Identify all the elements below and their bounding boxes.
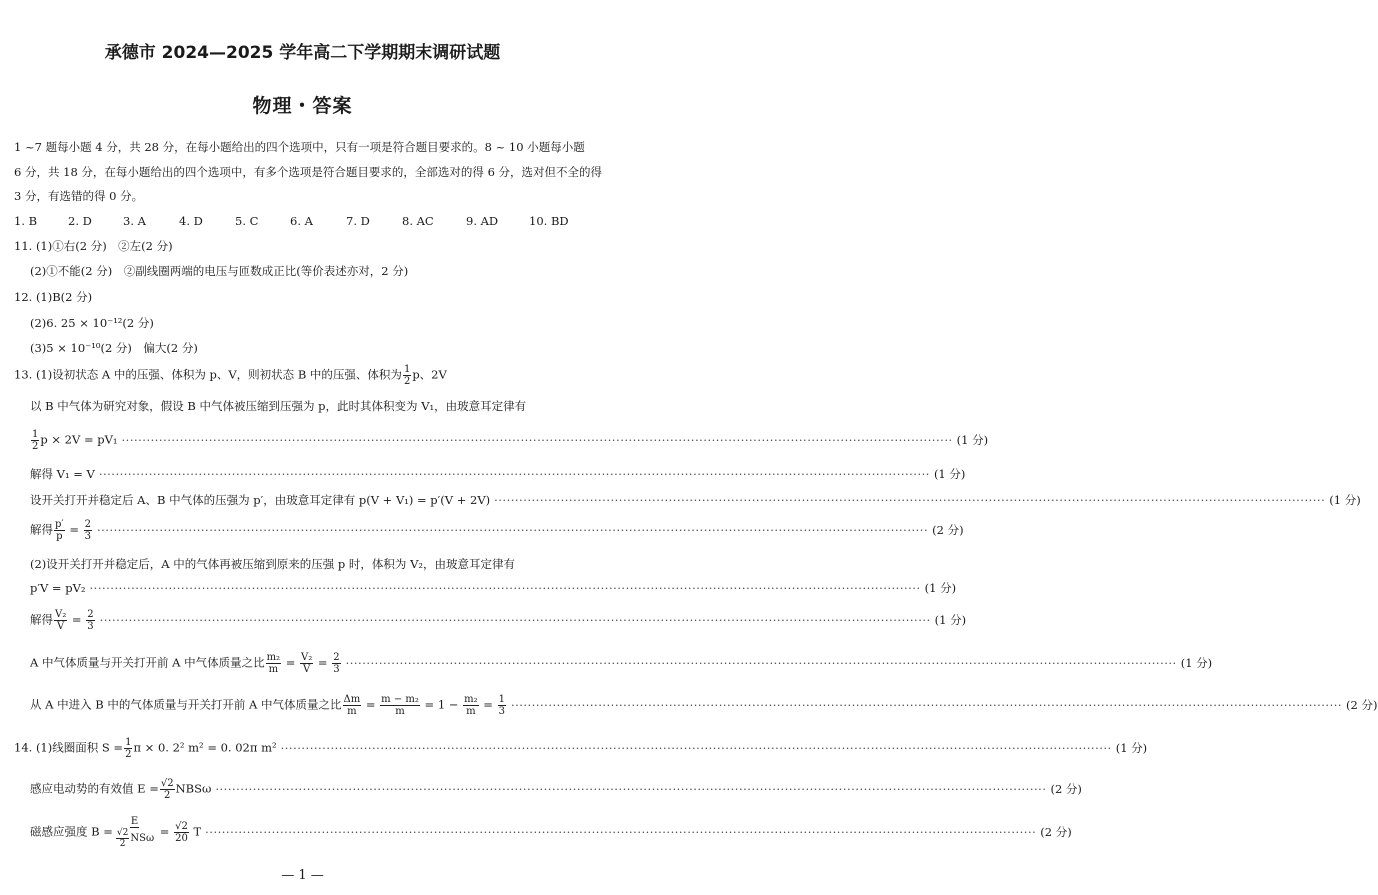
q12-line3: (3)5 × 10⁻¹⁰(2 分) 偏大(2 分): [30, 341, 198, 355]
numerator: 1: [498, 693, 505, 705]
score: (1 分): [934, 613, 967, 627]
q14-eq2: [30, 774, 1082, 804]
instruction-line: 3 分，有选错的得 0 分。: [14, 189, 144, 203]
page-title: 承德市 2024—2025 学年高二下学期期末调研试题: [104, 43, 501, 63]
equation-text: = 1 −: [424, 697, 459, 711]
label: 感应电动势的有效值 E =: [30, 781, 159, 795]
denominator: 2: [125, 748, 132, 760]
choice-answer: 10. BD: [529, 214, 569, 228]
numerator: 1: [32, 428, 39, 440]
q13-eq3: [30, 490, 1361, 510]
leader-dots: ········································································································································································································: [494, 493, 1326, 507]
numerator: √2: [175, 820, 188, 832]
fraction: [116, 828, 129, 849]
denominator: V: [303, 663, 311, 675]
q13-intro: [14, 364, 447, 387]
denominator: 2: [119, 838, 126, 849]
denominator: 2: [403, 376, 411, 387]
denominator: 3: [333, 663, 340, 675]
q13-eq7: [30, 648, 1213, 678]
fraction: [160, 778, 175, 801]
denominator: 2: [164, 789, 171, 801]
numerator: V₂: [301, 651, 313, 663]
score: (1 分): [1329, 493, 1361, 507]
fraction: [114, 816, 155, 849]
equals-sign: =: [71, 612, 82, 626]
q12-line2: (2)6. 25 × 10⁻¹²(2 分): [30, 316, 154, 330]
label: A 中气体质量与开关打开前 A 中气体质量之比: [30, 655, 265, 669]
equation-text: π × 0. 2² m² = 0. 02π m²: [133, 740, 277, 754]
denominator: m: [395, 705, 405, 717]
fraction: [463, 694, 479, 717]
denominator: 3: [87, 620, 94, 632]
label: 从 A 中进入 B 中的气体质量与开关打开前 A 中气体质量之比: [30, 697, 342, 711]
numerator: 2: [333, 651, 340, 663]
equals-sign: =: [285, 655, 296, 669]
label: 磁感应强度 B =: [30, 824, 113, 838]
label: 解得: [30, 612, 53, 626]
numerator: E: [130, 815, 139, 827]
denominator: 20: [175, 832, 188, 844]
numerator: Δm: [343, 693, 361, 705]
q11-line1: 11. (1)①右(2 分) ②左(2 分): [14, 239, 173, 253]
denominator: m: [347, 705, 357, 717]
instruction-line: 1 ~7 题每小题 4 分，共 28 分，在每小题给出的四个选项中，只有一项是符合题目要求的。8 ~ 10 小题每小题: [14, 140, 585, 154]
q11-line2: (2)①不能(2 分) ②副线圈两端的电压与匝数成正比(等价表述亦对，2 分): [30, 264, 409, 278]
fraction: [174, 821, 189, 844]
leader-dots: ········································································································································································································: [510, 698, 1343, 712]
denominator: m: [466, 705, 476, 717]
fraction: [54, 519, 65, 542]
fraction: [380, 694, 420, 717]
numerator: m₂: [464, 693, 478, 705]
leader-dots: ········································································································································································································: [99, 613, 931, 627]
equation-text: p × 2V = pV₁: [40, 432, 118, 446]
q13-eq6: [30, 605, 967, 635]
fraction: [124, 737, 132, 760]
choice-answer: 9. AD: [466, 214, 499, 228]
choice-answer: 2. D: [68, 214, 92, 228]
leader-dots: ········································································································································································································: [215, 782, 1047, 796]
numerator: 1: [125, 736, 132, 748]
q13-eq1: [30, 425, 989, 455]
fraction: [300, 652, 313, 675]
fraction: [86, 609, 94, 632]
q14-eq3: [30, 812, 1072, 852]
denominator: 3: [84, 530, 91, 542]
numerator: √2: [116, 827, 129, 838]
leader-dots: ········································································································································································································: [205, 825, 1037, 839]
label: 解得: [30, 522, 53, 536]
equation-text: NBSω: [175, 781, 212, 795]
numerator: 2: [87, 608, 94, 620]
denominator: 3: [498, 705, 505, 717]
numerator: m − m₂: [381, 693, 419, 705]
score: (2 分): [1040, 825, 1072, 839]
choice-answer: 4. D: [179, 214, 203, 228]
equals-sign: =: [365, 697, 376, 711]
equals-sign: =: [159, 824, 170, 838]
denominator: V: [57, 620, 65, 632]
leader-dots: ········································································································································································································: [345, 656, 1177, 670]
leader-dots: ········································································································································································································: [98, 467, 930, 481]
choice-answer: 7. D: [346, 214, 370, 228]
denominator: [114, 828, 155, 849]
choice-answer: 6. A: [290, 214, 313, 228]
fraction: [266, 652, 282, 675]
q13-intro-text: 13. (1)设初状态 A 中的压强、体积为 p、V，则初状态 B 中的压强、体积为: [14, 367, 402, 382]
numerator: 2: [84, 518, 91, 530]
numerator: p′: [55, 518, 64, 530]
numerator: V₂: [55, 608, 67, 620]
fraction: [403, 364, 411, 387]
fraction: [498, 694, 506, 717]
equals-sign: =: [483, 697, 493, 711]
instruction-line: 6 分，共 18 分，在每小题给出的四个选项中，有多个选项是符合题目要求的，全部选对的得 6 分，选对但不全的得: [14, 165, 603, 179]
fraction: [84, 519, 92, 542]
leader-dots: ········································································································································································································: [89, 581, 921, 595]
score: (1 分): [1115, 741, 1148, 755]
q12-line1: 12. (1)B(2 分): [14, 290, 93, 304]
score: (1 分): [956, 433, 989, 447]
numerator: m₂: [266, 651, 281, 663]
q14-eq1: [14, 733, 1148, 763]
q13-line2: 以 B 中气体为研究对象，假设 B 中气体被压缩到压强为 p，此时其体积变为 V₁，由玻意耳定律有: [30, 399, 527, 413]
q13-intro-tail: p、2V: [412, 367, 447, 382]
numerator: 1: [403, 364, 411, 375]
denominator: m: [268, 663, 279, 675]
choice-answer: 3. A: [123, 214, 146, 228]
equation-text: 解得 V₁ = V: [30, 467, 95, 481]
score: (1 分): [924, 581, 957, 595]
label: 14. (1)线圈面积 S =: [14, 740, 124, 754]
leader-dots: ········································································································································································································: [97, 523, 929, 537]
choice-answer: 1. B: [14, 214, 38, 228]
leader-dots: ········································································································································································································: [280, 741, 1112, 755]
q13-eq4: [30, 515, 964, 545]
score: (2 分): [1050, 782, 1082, 796]
choice-answer: 8. AC: [402, 214, 434, 228]
leader-dots: ········································································································································································································: [121, 433, 953, 447]
denominator: 2: [32, 440, 39, 452]
numerator: √2: [160, 777, 174, 789]
unit: T: [193, 824, 202, 838]
score: (2 分): [932, 523, 964, 537]
denominator: p: [56, 530, 63, 542]
fraction: [343, 694, 362, 717]
score: (2 分): [1346, 698, 1378, 712]
fraction: [54, 609, 67, 632]
page-number: — 1 —: [281, 868, 324, 883]
equals-sign: =: [69, 522, 79, 536]
q13-eq8: [30, 690, 1378, 720]
equation-text: NSω: [130, 832, 155, 844]
q13-part2: (2)设开关打开并稳定后，A 中的气体再被压缩到原来的压强 p 时，体积为 V₂，由玻意耳定律有: [30, 557, 515, 571]
page-subtitle: 物理・答案: [252, 95, 353, 117]
equation-text: 设开关打开并稳定后 A、B 中气体的压强为 p′，由玻意耳定律有 p(V + V₁) = p′(V + 2V): [30, 493, 491, 507]
score: (1 分): [1180, 656, 1213, 670]
q13-eq5: [30, 578, 957, 598]
fraction: [31, 429, 39, 452]
equation-text: p′V = pV₂: [30, 581, 86, 595]
choice-answer: 5. C: [235, 214, 259, 228]
fraction: [332, 652, 340, 675]
q13-eq2: [30, 464, 966, 484]
equals-sign: =: [317, 655, 328, 669]
score: (1 分): [933, 467, 966, 481]
